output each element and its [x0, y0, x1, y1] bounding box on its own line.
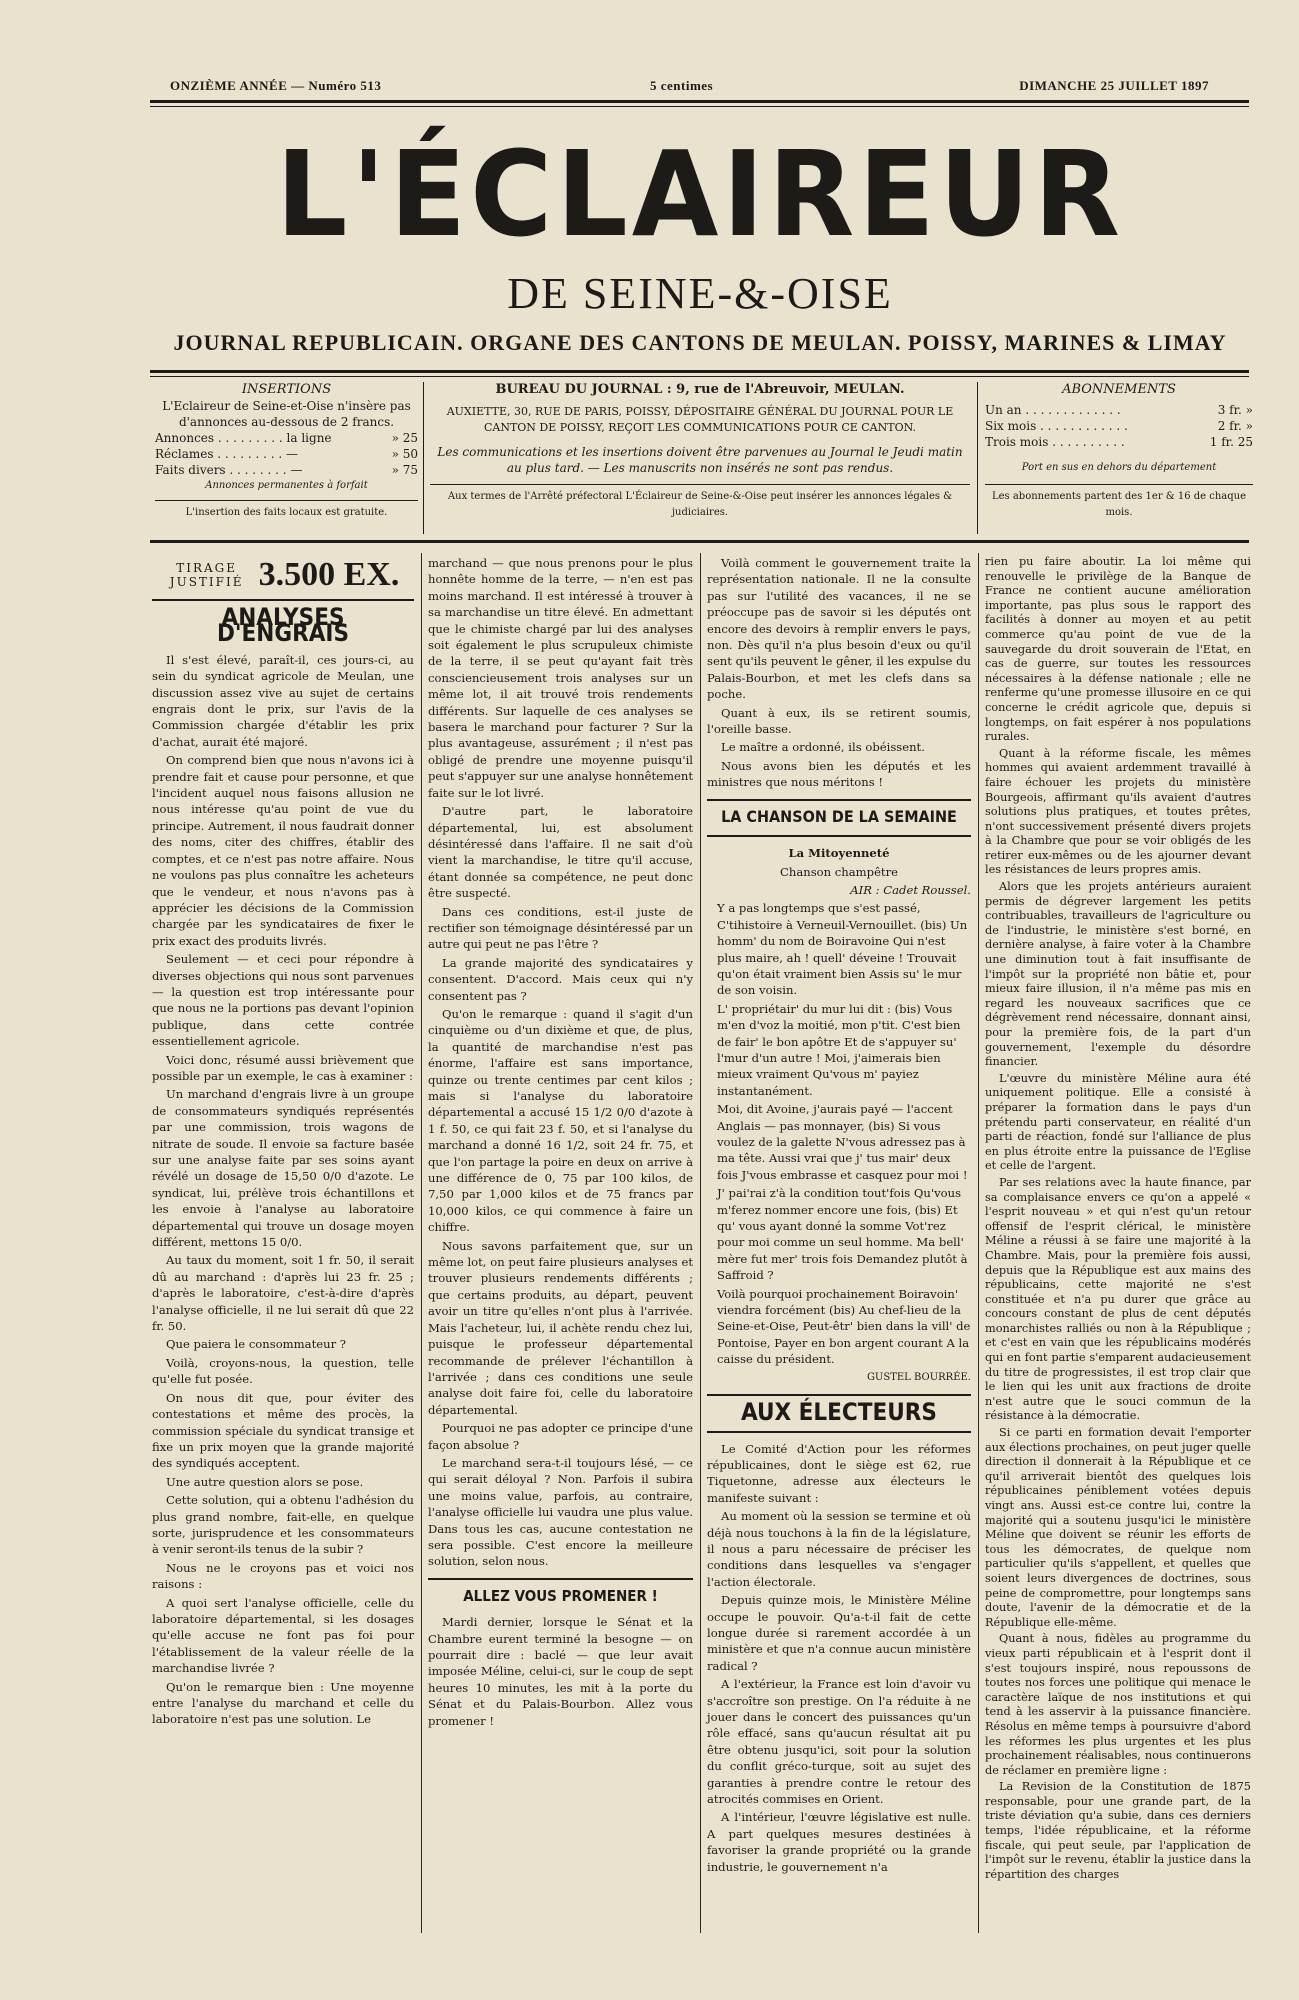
tirage-value: 3.500 EX. — [258, 555, 400, 593]
paragraph: Une autre question alors se pose. — [166, 1474, 364, 1489]
divider — [150, 540, 1249, 543]
row-label: Six mois . . . . . . . . . . . . — [985, 419, 1128, 433]
paragraph: A l'extérieur, la France est loin d'avoir vu s'accroître son prestige. On l'a réduite à ne jouer dans le concert des puissances qu'un rôle effacé, sans qu'aucun résultat ait pu être obtenu jusqu'ici, soit pour la solution du conflit gréco-turque, soit au sujet des garanties à prendre contre le retour des atrocités commises en Orient. — [707, 1677, 971, 1807]
issue-date: DIMANCHE 25 JUILLET 1897 — [1019, 78, 1209, 93]
bureau-note: Les communications et les insertions doivent être parvenues au Journal le Jeudi matin au plus tard. — Les manuscrits non insérés ne sont pas rendus. — [437, 445, 963, 475]
paragraph: L'œuvre du ministère Méline aura été uniquement politique. Elle a consisté à préparer la formation dans le pays d'un prétendu parti conservateur, en réalité d'un parti de réaction, fondé sur l'alliance de plus en plus étroite entre la puissance de l'Eglise et celle de l'argent. — [985, 1071, 1251, 1173]
paragraph: rien pu faire aboutir. La loi même qui renouvelle le privilège de la Banque de France ne contient aucune amélioration importante, pas plus sous le rapport des facilités à donner au moyen et au petit commerce qu'au point de vue de la sauvegarde du droit souverain de l'Etat, en cas de guerre, sur toutes les ressources nécessaires à la défense nationale ; elle ne renferme qu'une promesse illusoire en ce qui concerne le crédit agricole que, depuis si longtemps, on fait espérer à nos populations rurales. — [985, 555, 1251, 744]
paragraph: D'autre part, le laboratoire départemental, lui, est absolument désintéressé dans l'affaire. Il ne sait d'où vient la marchandise, le titre qu'il accuse, étant donnée sa compétence, ne peut donc être suspecté. — [428, 804, 693, 901]
insertions-row — [155, 462, 418, 478]
song-subtitle: Chanson champêtre — [779, 864, 898, 879]
paragraph: Voilà comment le gouvernement traite la représentation nationale. Il ne la consulte pas sur l'utilité des vacances, il ne se préoccupe pas de savoir si les députés ont encore des devoirs à remplir envers le pays, non. Dès qu'il n'a plus besoin d'eux ou qu'il sent qu'ils peuvent le gêner, il les expulse du Palais-Bourbon, et met les clefs dans sa poche. — [707, 556, 971, 702]
article-headline: ALLEZ VOUS PROMENER ! — [463, 1586, 658, 1605]
paragraph: Il s'est élevé, paraît-il, ces jours-ci, au sein du syndicat agricole de Meulan, une discussion assez vive au sujet de certains engrais dont le prix, sur l'avis de la Commission chargée d'établir les prix d'achat, aurait été majoré. — [152, 652, 414, 749]
paragraph: Dans ces conditions, est-il juste de rectifier son témoignage désintéressé par un autre qui peut ne pas l'être ? — [428, 904, 693, 952]
paragraph: Par ses relations avec la haute finance, par sa complaisance envers ce qu'on a appelé « l'esprit nouveau » et qui n'est qu'un retour offensif de l'esprit clérical, le ministère Méline a réussi à se faire une majorité à la Chambre. Mais, pour la première fois aussi, depuis que la République est aux mains des républicains, cette majorité ne s'est constituée et n'a pu durer que grâce au concours constant de plus de cent députés monarchistes ralliés ou non à la République ; et c'est en vain que les républicains modérés qui en font partie s'emparent audacieusement du titre de progressistes, il est trop clair que le lien qui les unit aux fractions de droite n'est autre que le souci commun de la résistance à la démocratie. — [985, 1175, 1251, 1423]
bureau-depot: AUXIETTE, 30, RUE DE PARIS, POISSY, DÉPOSITAIRE GÉNÉRAL DU JOURNAL POUR LE CANTON DE POISSY, REÇOIT LES COMMUNICATIONS POUR CE CANTON. — [446, 405, 954, 434]
paragraph: Cette solution, qui a obtenu l'adhésion du plus grand nombre, fait-elle, en quelque sorte, jurisprudence et les consommateurs à venir seront-ils tenus de la subir ? — [152, 1493, 414, 1557]
paragraph: marchand — que nous prenons pour le plus honnête homme de la terre, — n'en est pas moins marchand. Il est intéressé à trouver à sa marchandise un titre élevé. En admettant que le chimiste chargé par lui des analyses soit également le plus scrupuleux chimiste de la terre, il se peut qu'ayant fait très consciencieusement trois analyses sur un même lot, il ait trouvé trois rendements différents. Sur laquelle de ces analyses se basera le marchand pour facturer ? Sur la plus avantageuse, assurément ; il n'est pas obligé de prendre une moyenne puisqu'il peut s'appuyer sur une analyse honnêtement faite sur le lot livré. — [428, 556, 694, 800]
song-title: La Mitoyenneté — [788, 846, 890, 861]
row-price: 2 fr. » — [1217, 419, 1253, 433]
abonnements-note: Port en sus en dehors du département — [1021, 462, 1217, 473]
song-verses — [717, 900, 971, 1367]
edition-number: ONZIÈME ANNÉE — Numéro 513 — [170, 78, 382, 93]
article-headline: LA CHANSON DE LA SEMAINE — [721, 806, 957, 826]
paragraph: A quoi sert l'analyse officielle, celle du laboratoire départemental, si les dosages qu'elle accuse ne font pas foi pour l'établissement de la valeur réelle de la marchandise livrée ? — [152, 1595, 414, 1676]
article-headline: AUX ÉLECTEURS — [741, 1398, 937, 1427]
bureau-box — [430, 382, 970, 534]
insertions-intro: L'Eclaireur de Seine-et-Oise n'insère pas d'annonces au-dessous de 2 francs. — [162, 399, 411, 429]
abonnements-title: ABONNEMENTS — [1062, 382, 1176, 397]
masthead-title: L'ÉCLAIREUR — [275, 126, 1124, 264]
paragraph: Si ce parti en formation devait l'emporter aux élections prochaines, on peut juger quelle direction il donnerait à la République et ce qu'il arriverait bientôt des quelques lois républicaines péniblement votées depuis vingt ans. Aussi est-ce contre lui, contre la majorité qui a soutenu jusqu'ici le ministère Méline que doivent se réunir les efforts de tous les démocrates, de quelque nom particulier qu'ils s'appellent, et quelles que soient leurs divergences de doctrines, sous peine de compromettre, pour longtemps sans doute, l'avenir de la démocratie et de la République elle-même. — [985, 1426, 1251, 1629]
column-1 — [152, 555, 414, 1730]
row-label: Annonces . . . . . . . . . la ligne — [155, 431, 332, 445]
tirage-label: TIRAGE JUSTIFIÉ — [169, 561, 244, 589]
song-verse: L' propriétair' du mur lui dit : (bis) Vous m'en d'voz la moitié, mon p'tit. C'est bien de fair' le bon apôtre Et de s'appuyer su' l'mur d'un autre ! Moi, j'aimerais bien mieux vraiment Qu'vous m' payiez instantanément. — [717, 1001, 961, 1098]
row-label: Réclames . . . . . . . . . — — [155, 447, 298, 461]
paragraph: Qu'on le remarque : quand il s'agit d'un cinquième ou d'un dixième et que, de plus, la quantité de marchandise n'est pas énorme, l'affaire est sans importance, quinze ou trente centimes par cent kilos ; mais si l'analyse du laboratoire départemental a accusé 15 1/2 0/0 d'azote à 1 f. 50, ce qui fait 23 f. 50, et si l'analyse du marchand a donné 16 1/2, soit 24 fr. 75, et que l'on partage la poire en deux on arrive à une différence de 0, 75 par 100 kilos, de 7,50 par 1,000 kilos et de 75 francs par 10,000 kilos, ce qui commence à faire un chiffre. — [428, 1006, 693, 1235]
paragraph: Le marchand sera-t-il toujours lésé, — ce qui serait déloyal ? Non. Parfois il subira une moins value, parfois, au contraire, l'analyse officielle lui vaudra une plus value. Dans tous les cas, aucune contestation ne sera possible. C'est encore la meilleure solution, selon nous. — [428, 1455, 693, 1569]
column-divider — [421, 553, 422, 1933]
masthead-subtitle: DE SEINE-&-OISE — [507, 269, 893, 318]
insertions-box — [155, 382, 418, 534]
divider — [150, 376, 1249, 377]
tirage-block — [152, 555, 414, 593]
abonnement-row — [985, 434, 1253, 450]
divider — [977, 382, 978, 534]
paragraph: On comprend bien que nous n'avons ici à prendre fait et cause pour personne, et que l'incident auquel nous faisons allusion ne nous intéresse qu'au point de vue du principe. Autrement, il nous faudrait donner des noms, citer des chiffres, établir des comptes, et ce n'est pas notre affaire. Nous ne voulons pas plus connaître les acheteurs que le vendeur, et nous n'avons pas à apprécier les décisions de la Commission chargée par les syndicataires de fixer le prix exact des produits livrés. — [152, 753, 414, 948]
insertions-row — [155, 446, 418, 462]
paragraph: Voilà, croyons-nous, la question, telle qu'elle fut posée. — [152, 1355, 414, 1387]
paragraph: Quant à la réforme fiscale, les mêmes hommes qui avaient ardemment travaillé à faire échouer les projets du ministère Bourgeois, affirmant qu'ils avaient d'autres solutions plus pratiques, et toutes prêtes, n'ont successivement présenté divers projets à la Chambre que pour se voir obligés de les retirer eux-mêmes ou de les ajourner devant les résistances de leurs propres amis. — [985, 746, 1251, 877]
song-verse: J' pai'rai z'à la condition tout'fois Qu'vous m'ferez nommer encore une fois, (bis) Et qu' vous ayant donné la somme Vot'rez pour moi comme un seul homme. Ma bell' mère fut mer' trois fois Demandez plutôt à Saffroid ? — [717, 1186, 968, 1283]
insertions-row — [155, 430, 418, 446]
row-price: » 50 — [391, 447, 418, 461]
paragraph: Le Comité d'Action pour les réformes républicaines, dont le siège est 62, rue Tiquetonne, adresse aux électeurs le manifeste suivant : — [707, 1441, 971, 1505]
top-line — [150, 74, 1229, 100]
song-verse: Moi, dit Avoine, j'aurais payé — l'accent Anglais — pas monnayer, (bis) Si vous voulez de la galette N'vous adressez pas à ma tête. Aussi vrai que j' tus mair' deux fois J'vous embrasse et casquez pour moi ! — [717, 1102, 968, 1182]
paragraph: Quant à nous, fidèles au programme du vieux parti républicain et à l'esprit dont il s'est toujours inspiré, nous repoussons de toutes nos forces une politique qui menace le caractère laïque de nos institutions et qui tend à les asservir à la puissance financière. Résolus en même temps à poursuivre d'abord les réformes les plus urgentes et les plus prochainement réalisables, nous continuerons de réclamer en première ligne : — [985, 1632, 1251, 1777]
row-label: Trois mois . . . . . . . . . . — [985, 435, 1125, 449]
insertions-note-2: L'insertion des faits locaux est gratuite. — [185, 507, 388, 518]
paragraph: A l'intérieur, l'œuvre législative est nulle. A part quelques mesures destinées à favoriser la grande propriété ou la grande industrie, le gouvernement n'a — [707, 1810, 971, 1874]
column-3 — [707, 555, 971, 1877]
abonnement-row — [985, 418, 1253, 434]
paragraph: Au taux du moment, soit 1 fr. 50, il serait dû au marchand : d'après lui 23 fr. 25 ; d'après le laboratoire, c'est-à-dire d'après l'analyse officielle, il ne lui serait dû que 22 fr. 50. — [152, 1253, 414, 1334]
song-verse: Y a pas longtemps que s'est passé, C'tihistoire à Verneuil-Vernouillet. (bis) Un homm' du nom de Boiravoine Qui n'est plus maire, ah ! quell' déveine ! Trouvait qu'on était vraiment bien Assis su' le mur de son voisin. — [717, 901, 968, 998]
row-label: Faits divers . . . . . . . . — — [155, 463, 303, 477]
paragraph: Quant à eux, ils se retirent soumis, l'oreille basse. — [707, 705, 971, 737]
bureau-legal: Aux termes de l'Arrêté préfectoral L'Éclaireur de Seine-&-Oise peut insérer les annonces légales & judiciaires. — [447, 491, 953, 518]
row-price: » 75 — [391, 463, 418, 477]
paragraph: Qu'on le remarque bien : Une moyenne entre l'analyse du marchand et celle du laboratoire n'est pas une solution. Le — [152, 1679, 414, 1727]
song-verse: Voilà pourquoi prochainement Boiravoin' viendra forcément (bis) Au chef-lieu de la Seine-et-Oise, Peut-êtr' bien dans la vill' de Pontoise, Payer en bon argent courant A la caisse du président. — [717, 1286, 971, 1367]
paragraph: Nous ne le croyons pas et voici nos raisons : — [152, 1560, 414, 1592]
song-signature: GUSTEL BOURRÉE. — [866, 1371, 971, 1383]
column-divider — [978, 553, 979, 1933]
article-headline: ANALYSES D'ENGRAIS — [217, 603, 349, 648]
masthead-tagline: JOURNAL REPUBLICAIN. ORGANE DES CANTONS DE MEULAN. POISSY, MARINES & LIMAY — [173, 330, 1227, 355]
row-label: Un an . . . . . . . . . . . . . — [985, 403, 1121, 417]
paragraph: On nous dit que, pour éviter des contestations et même des procès, la commission spéciale du syndicat transige et fixe un prix moyen que la grande majorité des syndiqués acceptent. — [152, 1390, 414, 1471]
row-price: 3 fr. » — [1217, 403, 1253, 417]
paragraph: Nous savons parfaitement que, sur un même lot, on peut faire plusieurs analyses et trouver plusieurs rendements différents ; que certains produits, au départ, peuvent avoir un titre qu'elles n'ont plus à l'arrivée. Mais l'acheteur, lui, il achète rendu chez lui, puisque le professeur départemental recommande de prélever l'échantillon à l'arrivée ; dans ces conditions une seule analyse doit faire foi, celle du laboratoire départemental. — [428, 1238, 693, 1417]
paragraph: Un marchand d'engrais livre à un groupe de consommateurs syndiqués représentés par une commission, trois wagons de nitrate de soude. Il envoie sa facture basée sur une analyse faite par ses soins ayant révélé un dosage de 15,50 0/0 d'azote. Le syndicat, lui, prélève trois échantillons et les envoie à l'analyse au laboratoire départemental qui trouve un dosage moyen différent, mettons 15 0/0. — [152, 1087, 414, 1250]
paragraph: La Revision de la Constitution de 1875 responsable, pour une grande part, de la triste déviation qu'a subie, dans ces derniers temps, l'idée républicaine, et la réforme fiscale, qui peut seule, par l'application de l'impôt sur le revenu, établir la justice dans la répartition des charges — [985, 1780, 1251, 1881]
paragraph: Le maître a ordonné, ils obéissent. — [721, 740, 925, 755]
insertions-title: INSERTIONS — [241, 382, 332, 397]
divider — [150, 106, 1249, 107]
column-divider — [700, 553, 701, 1933]
column-2 — [428, 555, 693, 1731]
row-price: » 25 — [391, 431, 418, 445]
divider — [423, 382, 424, 534]
column-4 — [985, 555, 1251, 1884]
abonnements-note-2: Les abonnements partent des 1er & 16 de chaque mois. — [991, 491, 1247, 518]
insertions-note: Annonces permanentes à forfait — [205, 480, 368, 491]
divider — [150, 370, 1249, 373]
paragraph: Nous avons bien les députés et les ministres que nous méritons ! — [707, 758, 971, 790]
divider — [150, 100, 1249, 103]
paragraph: Alors que les projets antérieurs auraient permis de dégrever largement les petits contribuables, travailleurs de l'agriculture ou de l'industrie, le ministère s'est borné, en dernière analyse, à faire voter à la Chambre une diminution tout à fait insuffisante de l'impôt sur la propriété non bâtie et, pour mieux faire illusion, il n'a même pas mis en regard les nouveaux sacrifices que ce dégrèvement rend nécessaire, donnant ainsi, pour la première fois, de la part d'un gouvernement, l'exemple du désordre financier. — [985, 880, 1251, 1069]
price: 5 centimes — [650, 78, 714, 93]
bureau-title: BUREAU DU JOURNAL : 9, rue de l'Abreuvoir, MEULAN. — [495, 382, 905, 397]
paragraph: Seulement — et ceci pour répondre à diverses objections qui nous sont parvenues — la question est trop intéressante pour que nous ne la portions pas devant l'opinion publique, dans cette contrée essentiellement agricole. — [152, 952, 414, 1049]
paragraph: Pourquoi ne pas adopter ce principe d'une façon absolue ? — [428, 1421, 693, 1452]
paragraph: Depuis quinze mois, le Ministère Méline occupe le pouvoir. Qu'a-t-il fait de cette longue durée si rarement accordée à un ministère et que n'a connue aucun ministère radical ? — [707, 1593, 971, 1673]
paragraph: Que paiera le consommateur ? — [166, 1337, 347, 1352]
paragraph: Mardi dernier, lorsque le Sénat et la Chambre eurent terminé la besogne — on pourrait dire : baclé — que leur avait imposée Méline, celui-ci, sur le coup de sept heures 10 minutes, les mit à la porte du Sénat et du Palais-Bourbon. Allez vous promener ! — [428, 1615, 693, 1728]
song-air: AIR : Cadet Roussel. — [850, 882, 971, 897]
abonnements-box — [985, 382, 1253, 534]
paragraph: Voici donc, résumé aussi brièvement que possible par un exemple, le cas à examiner : — [152, 1052, 414, 1083]
paragraph: La grande majorité des syndicataires y consentent. D'accord. Mais ceux qui n'y consentent pas ? — [428, 955, 693, 1003]
abonnement-row — [985, 402, 1253, 418]
paragraph: Au moment où la session se termine et où déjà nous touchons à la fin de la législature, il nous a paru nécessaire de préciser les conditions dans lesquelles va s'engager l'action électorale. — [707, 1509, 971, 1589]
row-price: 1 fr. 25 — [1209, 435, 1253, 449]
